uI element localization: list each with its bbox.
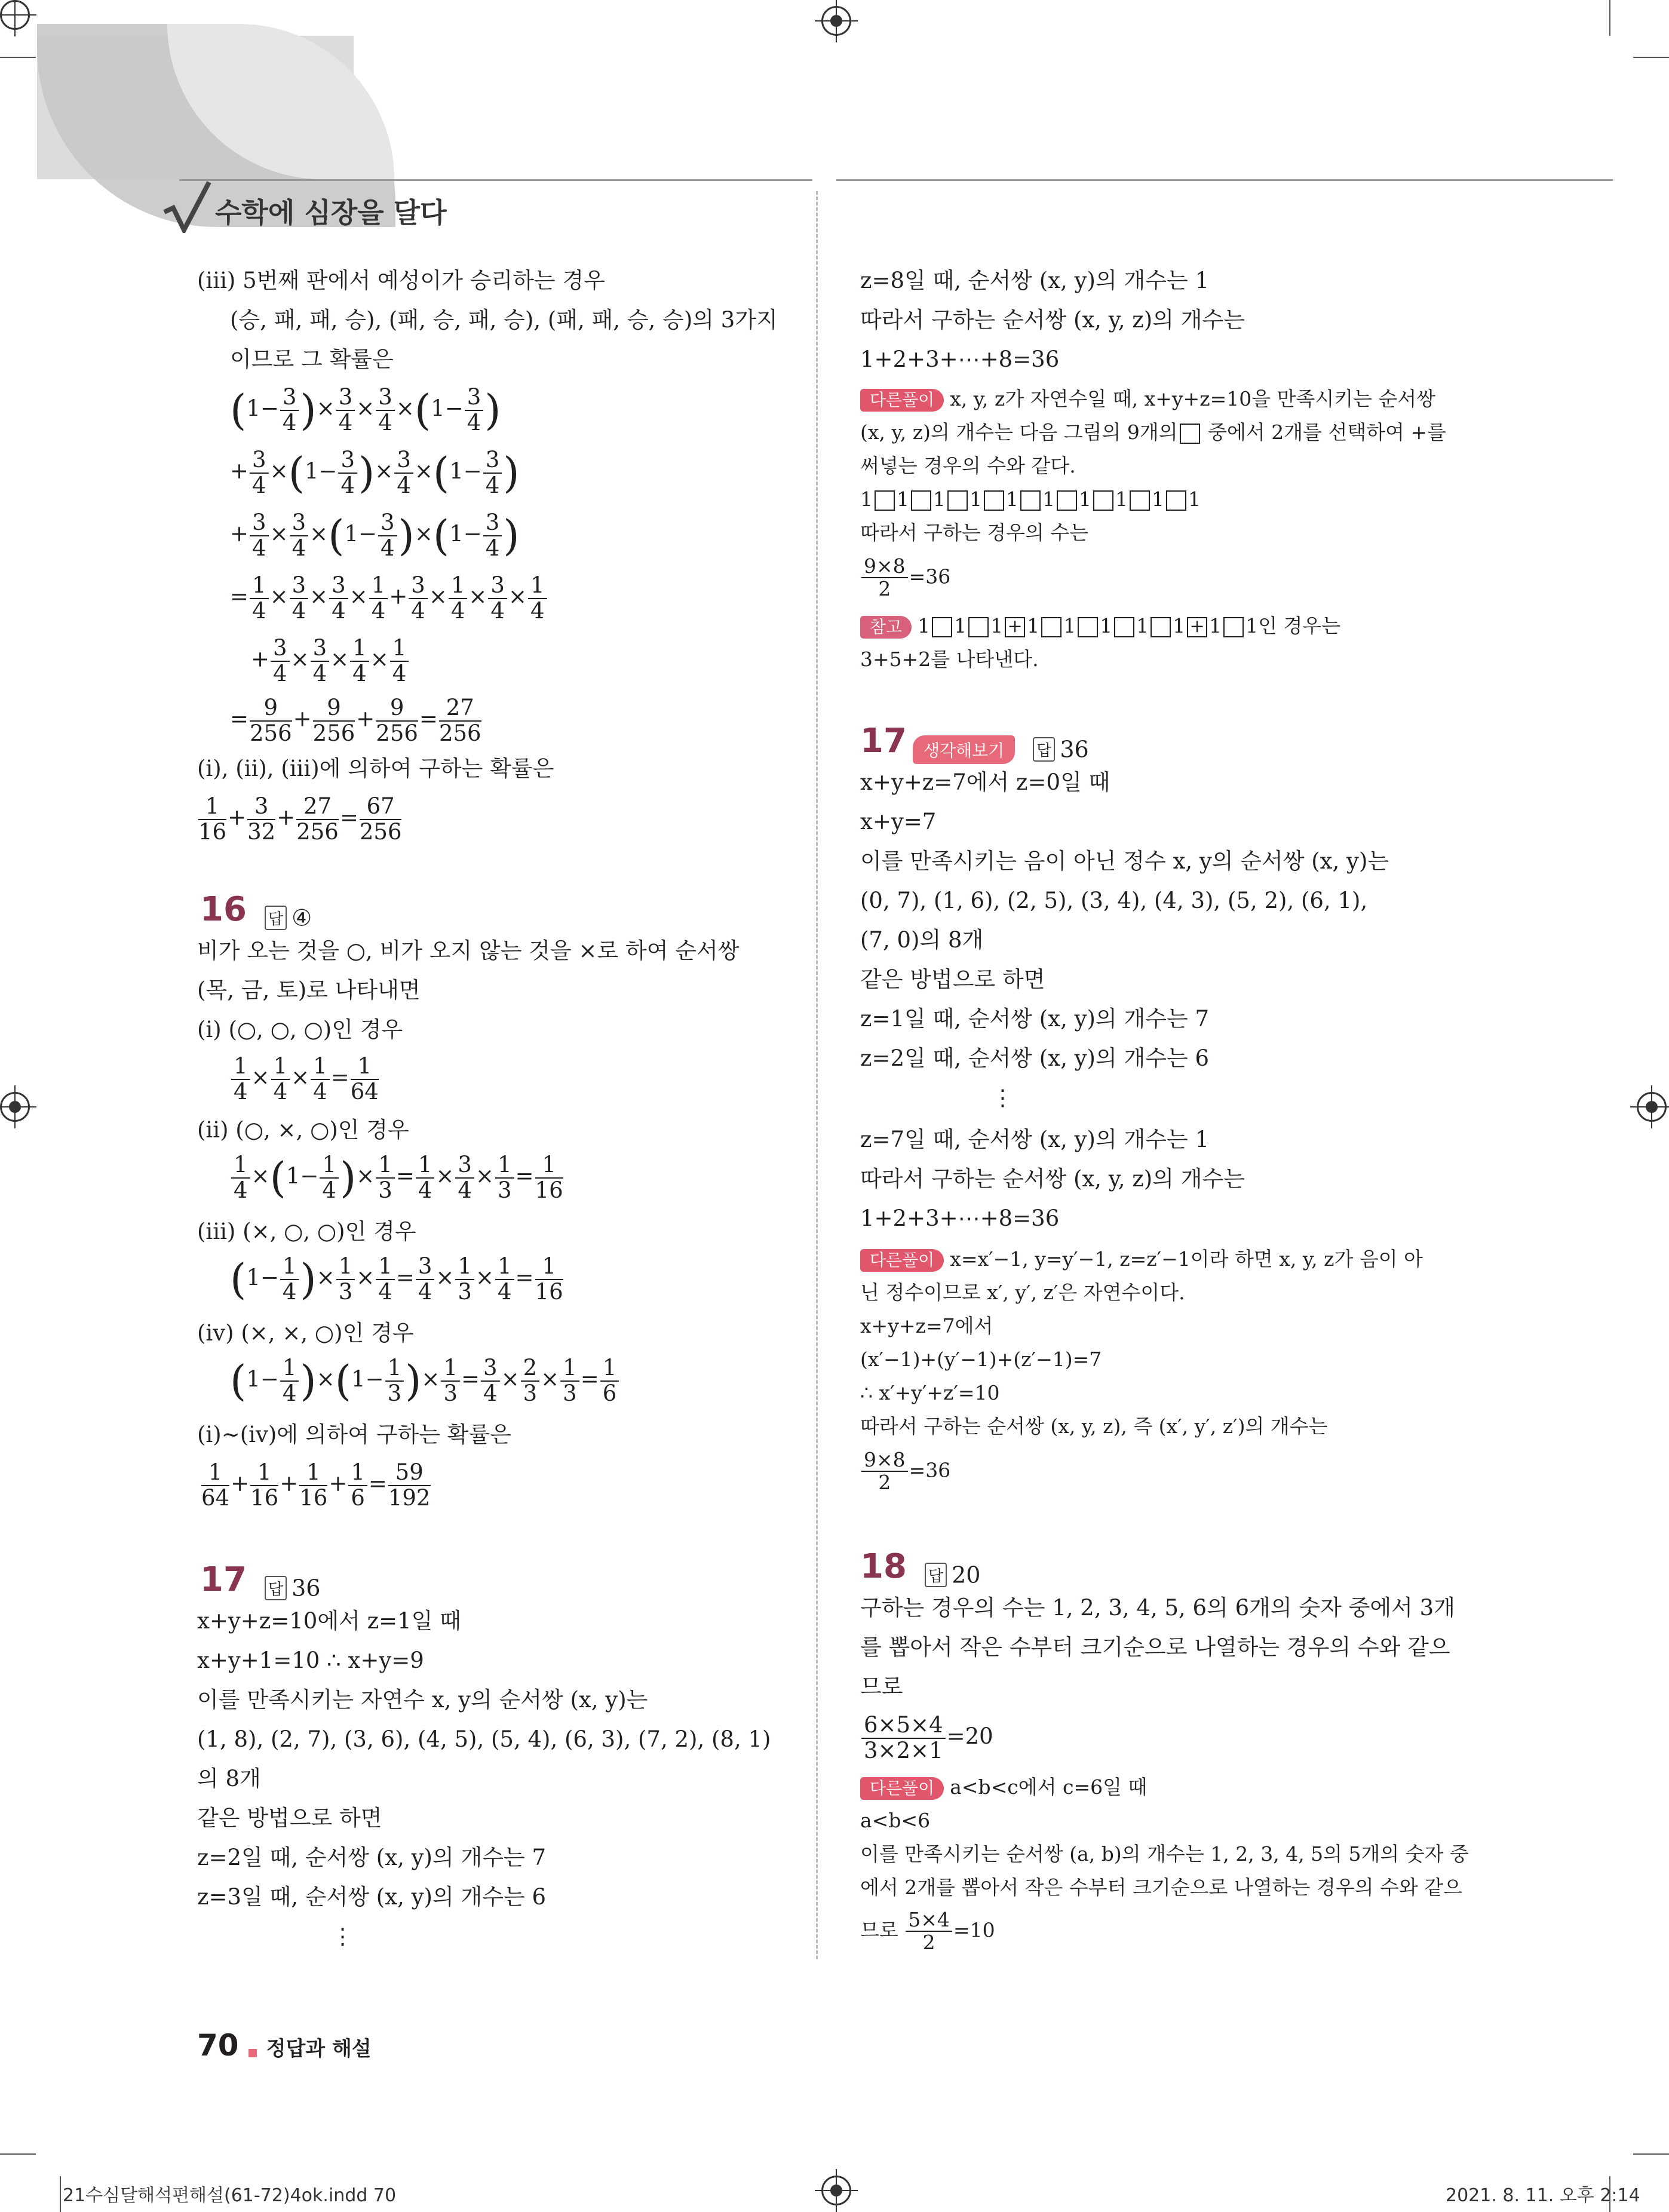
- answer-icon: 답: [925, 1563, 947, 1587]
- print-slug-file: 21수심달해석편해설(61-72)4ok.indd 70: [63, 2185, 397, 2206]
- column-divider: [816, 191, 818, 1959]
- r-text: 따라서 구하는 순서쌍 (x, y, z)의 개수는: [860, 307, 1245, 333]
- problem-17-header: [200, 1560, 320, 1602]
- alt-text: 따라서 구하는 순서쌍 (x, y, z), 즉 (x′, y′, z′)의 개수는: [860, 1415, 1328, 1438]
- problem-18-header: [860, 1547, 980, 1588]
- p16-text: 비가 오는 것을 ○, 비가 오지 않는 것을 ×로 하여 순서쌍: [197, 938, 740, 964]
- alt-solution-tag: 다른풀이: [860, 389, 944, 412]
- header-rule-left: [179, 179, 812, 181]
- p17-text: x+y+z=10에서 z=1일 때: [197, 1608, 461, 1634]
- p17-text: 의 8개: [197, 1766, 261, 1791]
- problem-16-header: [200, 890, 312, 931]
- crop-mark: [0, 57, 36, 58]
- answer-icon: 답: [265, 906, 287, 930]
- registration-mark-icon: [1637, 1092, 1667, 1122]
- r-text: z=7일 때, 순서쌍 (x, y)의 개수는 1: [860, 1127, 1209, 1152]
- p17-text: x+y+1=10 ∴ x+y=9: [197, 1648, 424, 1673]
- vertical-ellipsis: ⋮: [332, 1923, 354, 1949]
- alt-text: (x′−1)+(y′−1)+(z′−1)=7: [860, 1348, 1102, 1371]
- page-footer: [197, 2028, 372, 2063]
- registration-mark-icon: [821, 6, 851, 36]
- alt-text: 에서 2개를 뽑아서 작은 수부터 크기순으로 나열하는 경우의 수와 같으: [860, 1876, 1462, 1899]
- r-text: 구하는 경우의 수는 1, 2, 3, 4, 5, 6의 6개의 숫자 중에서 3개: [860, 1595, 1455, 1621]
- alt-text-line: 므로 $\frac{5\times 4}{2}$ =10: [860, 1908, 995, 1955]
- r-text: 므로: [860, 1674, 903, 1699]
- alt-text: a<b<6: [860, 1809, 931, 1832]
- math-expr: + $\frac{3}{4}$ × $\frac{3}{4}$ × $\frac{1}{4}$ × $\frac{1}{4}$: [251, 636, 410, 686]
- alt-solution-1: [860, 387, 1435, 412]
- answer-value: 36: [292, 1575, 321, 1602]
- p17-text: (1, 8), (2, 7), (3, 6), (4, 5), (5, 4), (6, 3), (7, 2), (8, 1): [197, 1726, 771, 1752]
- answer-value: ④: [292, 904, 312, 931]
- alt-text: x, y, z가 자연수일 때, x+y+z=10을 만족시키는 순서쌍: [950, 387, 1436, 410]
- header-rule-right: [836, 179, 1613, 181]
- math-expr: $\frac{1}{4}$ × $\frac{1}{4}$ × $\frac{1}{4}$ = $\frac{1}{64}$: [230, 1054, 380, 1104]
- answer-value: 20: [952, 1561, 981, 1588]
- r-text: x+y+z=7에서 z=0일 때: [860, 769, 1110, 795]
- p16-case: (ii) (○, ×, ○)인 경우: [197, 1117, 409, 1143]
- alt-text: ∴ x′+y′+z′=10: [860, 1381, 1000, 1404]
- registration-mark-icon: [821, 2176, 851, 2205]
- r-text: (0, 7), (1, 6), (2, 5), (3, 4), (4, 3), (5, 2), (6, 1),: [860, 888, 1368, 913]
- r-text: 1+2+3+⋯+8=36: [860, 1205, 1060, 1231]
- alt-text: 따라서 구하는 경우의 수는: [860, 521, 1089, 544]
- case-iii-heading: (iii) 5번째 판에서 예성이가 승리하는 경우: [197, 268, 605, 293]
- sqrt-logo-icon: [161, 179, 215, 233]
- math-expr: + $\frac{3}{4}$ ×(1− $\frac{3}{4}$ )× $\frac{3}{4}$ ×(1− $\frac{3}{4}$ ): [230, 447, 520, 498]
- r-text: 이를 만족시키는 음이 아닌 정수 x, y의 순서쌍 (x, y)는: [860, 848, 1389, 874]
- alt-text: (x, y, z)의 개수는 다음 그림의 9개의: [860, 421, 1178, 444]
- problem-number: 16: [200, 890, 247, 929]
- math-expr: (1− $\frac{1}{4}$ )× $\frac{1}{3}$ × $\frac{1}{4}$ = $\frac{3}{4}$ × $\frac{1}{3}$ × $\frac{1}{4}$ = $\frac{1}{16}$: [230, 1253, 563, 1305]
- book-logo: 수학에 심장을 달다: [215, 197, 447, 229]
- alt-text: x+y+z=7에서: [860, 1314, 993, 1337]
- alt-text: 중에서 2개를 선택하여 +를: [1208, 421, 1446, 444]
- box-diagram: 1 1 1 1 1 1 1 1 1 1: [860, 487, 1201, 511]
- r-text: 1+2+3+⋯+8=36: [860, 346, 1060, 372]
- r-text: z=2일 때, 순서쌍 (x, y)의 개수는 6: [860, 1045, 1209, 1071]
- math-expr: $\frac{1}{16}$ + $\frac{3}{32}$ + $\frac{27}{256}$ = $\frac{67}{256}$: [198, 793, 402, 845]
- math-expr: + $\frac{3}{4}$ × $\frac{3}{4}$ ×(1− $\frac{3}{4}$ )×(1− $\frac{3}{4}$ ): [230, 510, 520, 561]
- math-expr: $\frac{1}{4}$ ×(1− $\frac{1}{4}$ )× $\frac{1}{3}$ = $\frac{1}{4}$ × $\frac{3}{4}$ × $\frac{1}{3}$ = $\frac{1}{16}$: [230, 1153, 564, 1202]
- case-iii-prob-intro: 이므로 그 확률은: [230, 346, 394, 372]
- problem-number: 18: [860, 1547, 907, 1586]
- alt-text: 이를 만족시키는 순서쌍 (a, b)의 개수는 1, 2, 3, 4, 5의 5개의 숫자 중: [860, 1842, 1469, 1866]
- note-text: 3+5+2를 나타낸다.: [860, 648, 1039, 671]
- alt-solution-tag: 다른풀이: [860, 1777, 944, 1800]
- think-badge: 생각해보기: [913, 735, 1015, 764]
- page-number: 70: [197, 2028, 239, 2063]
- blank-box-icon: [1180, 424, 1200, 444]
- crop-mark: [60, 2176, 61, 2212]
- p16-case: (i) (○, ○, ○)인 경우: [197, 1017, 403, 1042]
- print-slug-date: 2021. 8. 11. 오후 2:14: [1446, 2185, 1640, 2206]
- math-expr: (1− $\frac{1}{4}$ )×(1− $\frac{1}{3}$ )× $\frac{1}{3}$ = $\frac{3}{4}$ × $\frac{2}{3}$ × $\frac{1}{3}$ = $\frac{1}{6}$: [230, 1356, 620, 1406]
- footer-bullet-icon: [248, 2049, 257, 2057]
- registration-mark-icon: [0, 0, 30, 30]
- math-expr: (1− $\frac{3}{4}$ )× $\frac{3}{4}$ × $\frac{3}{4}$ ×(1− $\frac{3}{4}$ ): [230, 384, 501, 435]
- note-tag: 참고: [860, 616, 912, 639]
- crop-mark: [1633, 2153, 1669, 2155]
- crop-mark: [1633, 57, 1669, 58]
- r-text: x+y=7: [860, 809, 937, 835]
- problem-number: 17: [860, 722, 907, 760]
- p17-text: z=3일 때, 순서쌍 (x, y)의 개수는 6: [197, 1884, 546, 1910]
- alt-solution-tag: 다른풀이: [860, 1249, 944, 1272]
- alt-text: 닌 정수이므로 x′, y′, z′은 자연수이다.: [860, 1281, 1185, 1304]
- crop-mark: [1609, 0, 1610, 36]
- math-expr: = $\frac{9}{256}$ + $\frac{9}{256}$ + $\frac{9}{256}$ = $\frac{27}{256}$: [230, 695, 481, 746]
- alt-solution-2: 다른풀이 x=x′−1, y=y′−1, z=z′−1이라 하면 x, y, z가 음이 아: [860, 1247, 1423, 1272]
- registration-mark-icon: [0, 1092, 30, 1122]
- math-expr: $\frac{9\times 8}{2}$ =36: [860, 1449, 950, 1494]
- math-expr: $\frac{6\times 5\times 4}{3\times 2\times 1}$ =20: [860, 1713, 993, 1763]
- sum-intro: (i), (ii), (iii)에 의하여 구하는 확률은: [197, 756, 554, 781]
- r-text: 를 뽑아서 작은 수부터 크기순으로 나열하는 경우의 수와 같으: [860, 1634, 1450, 1660]
- case-iii-outcomes: (승, 패, 패, 승), (패, 승, 패, 승), (패, 패, 승, 승)의 3가지: [230, 307, 778, 333]
- crop-mark: [0, 2153, 36, 2155]
- answer-value: 36: [1060, 736, 1089, 763]
- r-text: (7, 0)의 8개: [860, 927, 984, 953]
- answer-icon: 답: [265, 1576, 287, 1600]
- r-text: z=8일 때, 순서쌍 (x, y)의 개수는 1: [860, 268, 1209, 293]
- answer-icon: 답: [1033, 737, 1055, 762]
- vertical-ellipsis: ⋮: [992, 1085, 1014, 1110]
- math-expr: = $\frac{1}{4}$ × $\frac{3}{4}$ × $\frac{3}{4}$ × $\frac{1}{4}$ + $\frac{3}{4}$ × $\frac{1}{4}$ × $\frac{3}{4}$ × $\frac{1}{4}$: [230, 573, 548, 623]
- r-text: z=1일 때, 순서쌍 (x, y)의 개수는 7: [860, 1006, 1209, 1032]
- problem-17-think-header: [860, 722, 1089, 764]
- alt-text: 써넣는 경우의 수와 같다.: [860, 454, 1076, 477]
- p17-text: z=2일 때, 순서쌍 (x, y)의 개수는 7: [197, 1845, 546, 1870]
- alt-solution-3: 다른풀이 a<b<c에서 c=6일 때: [860, 1775, 1147, 1800]
- p16-text: (목, 금, 토)로 나타내면: [197, 977, 421, 1003]
- r-text: 같은 방법으로 하면: [860, 967, 1045, 992]
- p16-case: (iv) (×, ×, ○)인 경우: [197, 1320, 414, 1346]
- p17-text: 이를 만족시키는 자연수 x, y의 순서쌍 (x, y)는: [197, 1687, 648, 1713]
- math-expr: $\frac{9\times 8}{2}$ =36: [860, 556, 950, 600]
- alt-text-line: [860, 421, 1446, 444]
- p16-case: (iii) (×, ○, ○)인 경우: [197, 1219, 416, 1244]
- problem-number: 17: [200, 1560, 247, 1599]
- footer-label: 정답과 해설: [266, 2037, 372, 2061]
- p17-text: 같은 방법으로 하면: [197, 1805, 382, 1831]
- math-expr: $\frac{1}{64}$ + $\frac{1}{16}$ + $\frac{1}{16}$ + $\frac{1}{6}$ = $\frac{59}{192}$: [201, 1459, 431, 1511]
- r-text: 따라서 구하는 순서쌍 (x, y, z)의 개수는: [860, 1166, 1245, 1192]
- p16-sum: (i)~(iv)에 의하여 구하는 확률은: [197, 1422, 512, 1447]
- note-line: 참고 1 1 1 + 1 1 1 1 1 + 1 1인 경우는: [860, 614, 1340, 639]
